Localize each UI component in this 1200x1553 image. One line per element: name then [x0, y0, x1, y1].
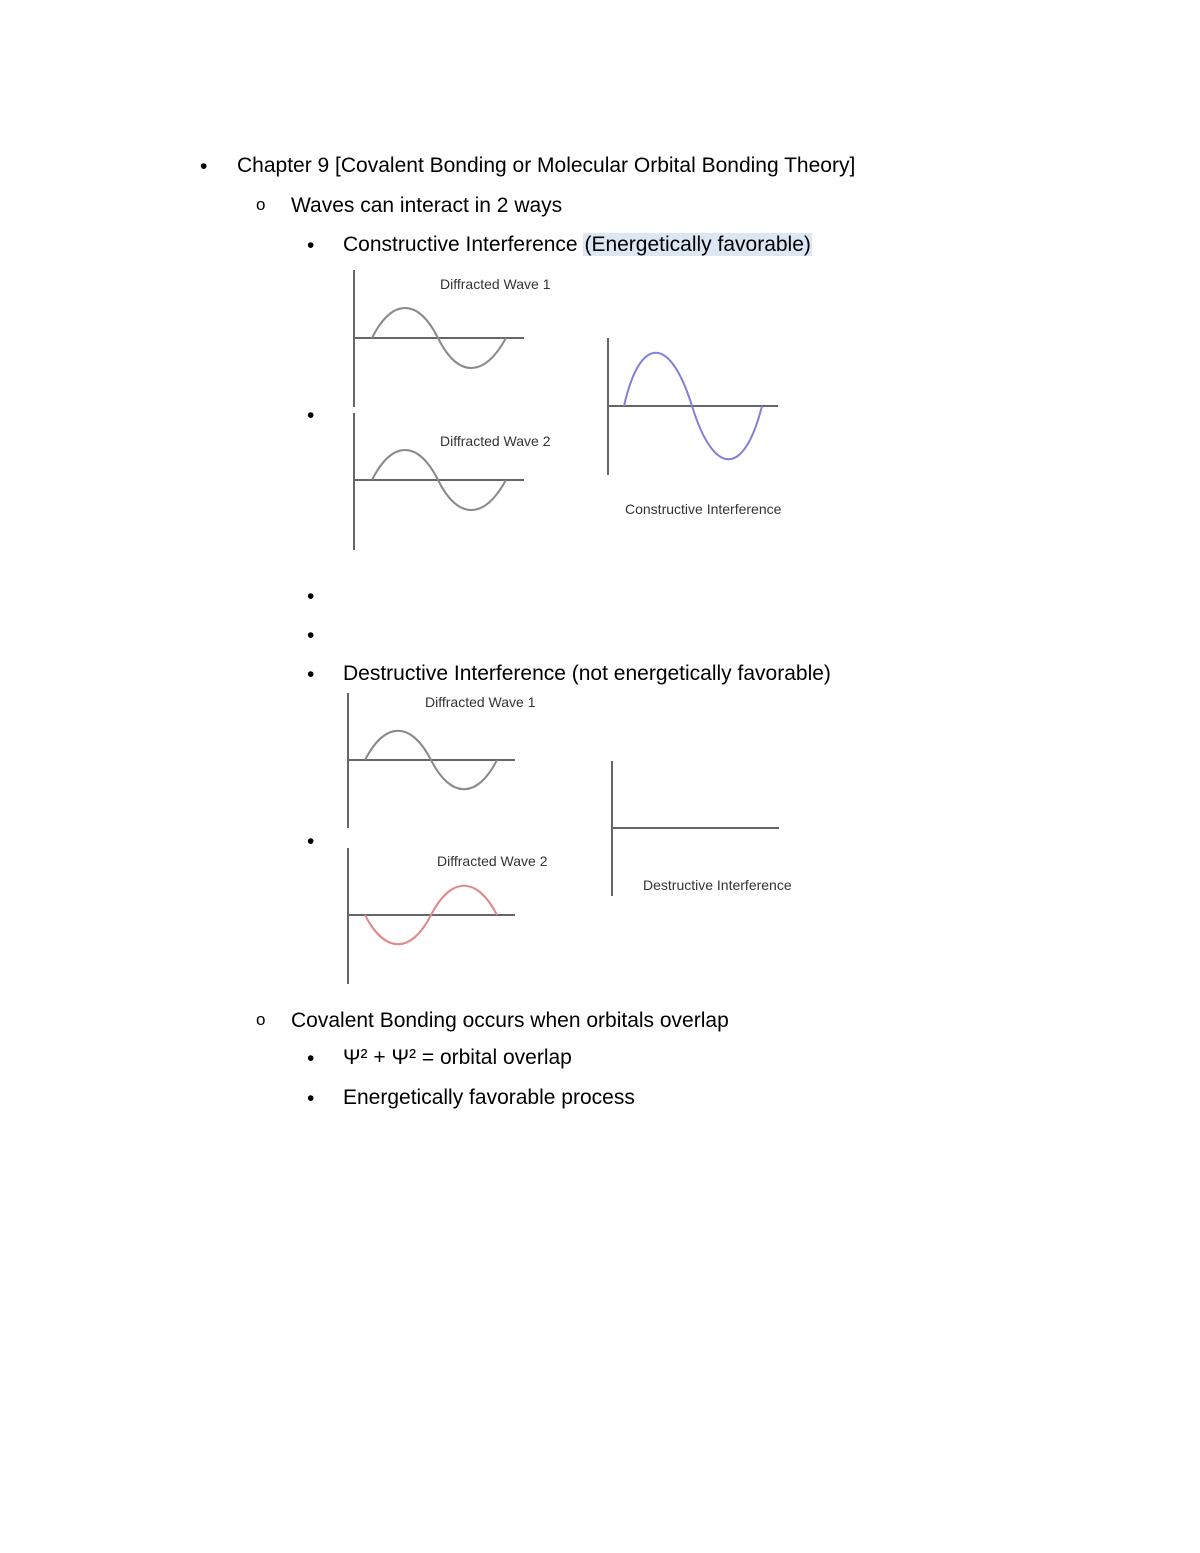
- bullet-destructive-figure: •: [307, 830, 315, 853]
- waves-heading: Waves can interact in 2 ways: [291, 194, 563, 217]
- bullet-waves: o: [256, 195, 266, 214]
- favorable-process-item: Energetically favorable process: [343, 1086, 635, 1109]
- constructive-result-label: Constructive Interference: [625, 501, 782, 517]
- bullet-empty-1: •: [307, 585, 315, 608]
- bullet-orbital-overlap: •: [307, 1047, 315, 1070]
- covalent-heading: Covalent Bonding occurs when orbitals overlap: [291, 1009, 729, 1032]
- constructive-text: Constructive Interference: [343, 233, 584, 256]
- diffracted-wave-2-label: Diffracted Wave 2: [440, 433, 551, 449]
- bullet-level1: •: [200, 155, 208, 178]
- constructive-heading: [343, 232, 812, 258]
- constructive-figure: [340, 265, 800, 555]
- bullet-empty-2: •: [307, 624, 315, 647]
- constructive-highlight: (Energetically favorable): [584, 233, 811, 256]
- destructive-wave-1-label: Diffracted Wave 1: [425, 694, 536, 710]
- diffracted-wave-1-label: Diffracted Wave 1: [440, 276, 551, 292]
- destructive-wave-2-label: Diffracted Wave 2: [437, 853, 548, 869]
- orbital-overlap-item: Ψ² + Ψ² = orbital overlap: [343, 1046, 572, 1069]
- destructive-figure: [335, 688, 805, 988]
- bullet-destructive: •: [307, 663, 315, 686]
- destructive-result-label: Destructive Interference: [643, 877, 792, 893]
- bullet-constructive: •: [307, 234, 315, 257]
- bullet-favorable-process: •: [307, 1087, 315, 1110]
- chapter-heading: Chapter 9 [Covalent Bonding or Molecular Orbital Bonding Theory]: [237, 154, 856, 177]
- destructive-heading: Destructive Interference (not energetically favorable): [343, 662, 831, 685]
- bullet-covalent: o: [256, 1010, 266, 1029]
- bullet-constructive-figure: •: [307, 404, 315, 427]
